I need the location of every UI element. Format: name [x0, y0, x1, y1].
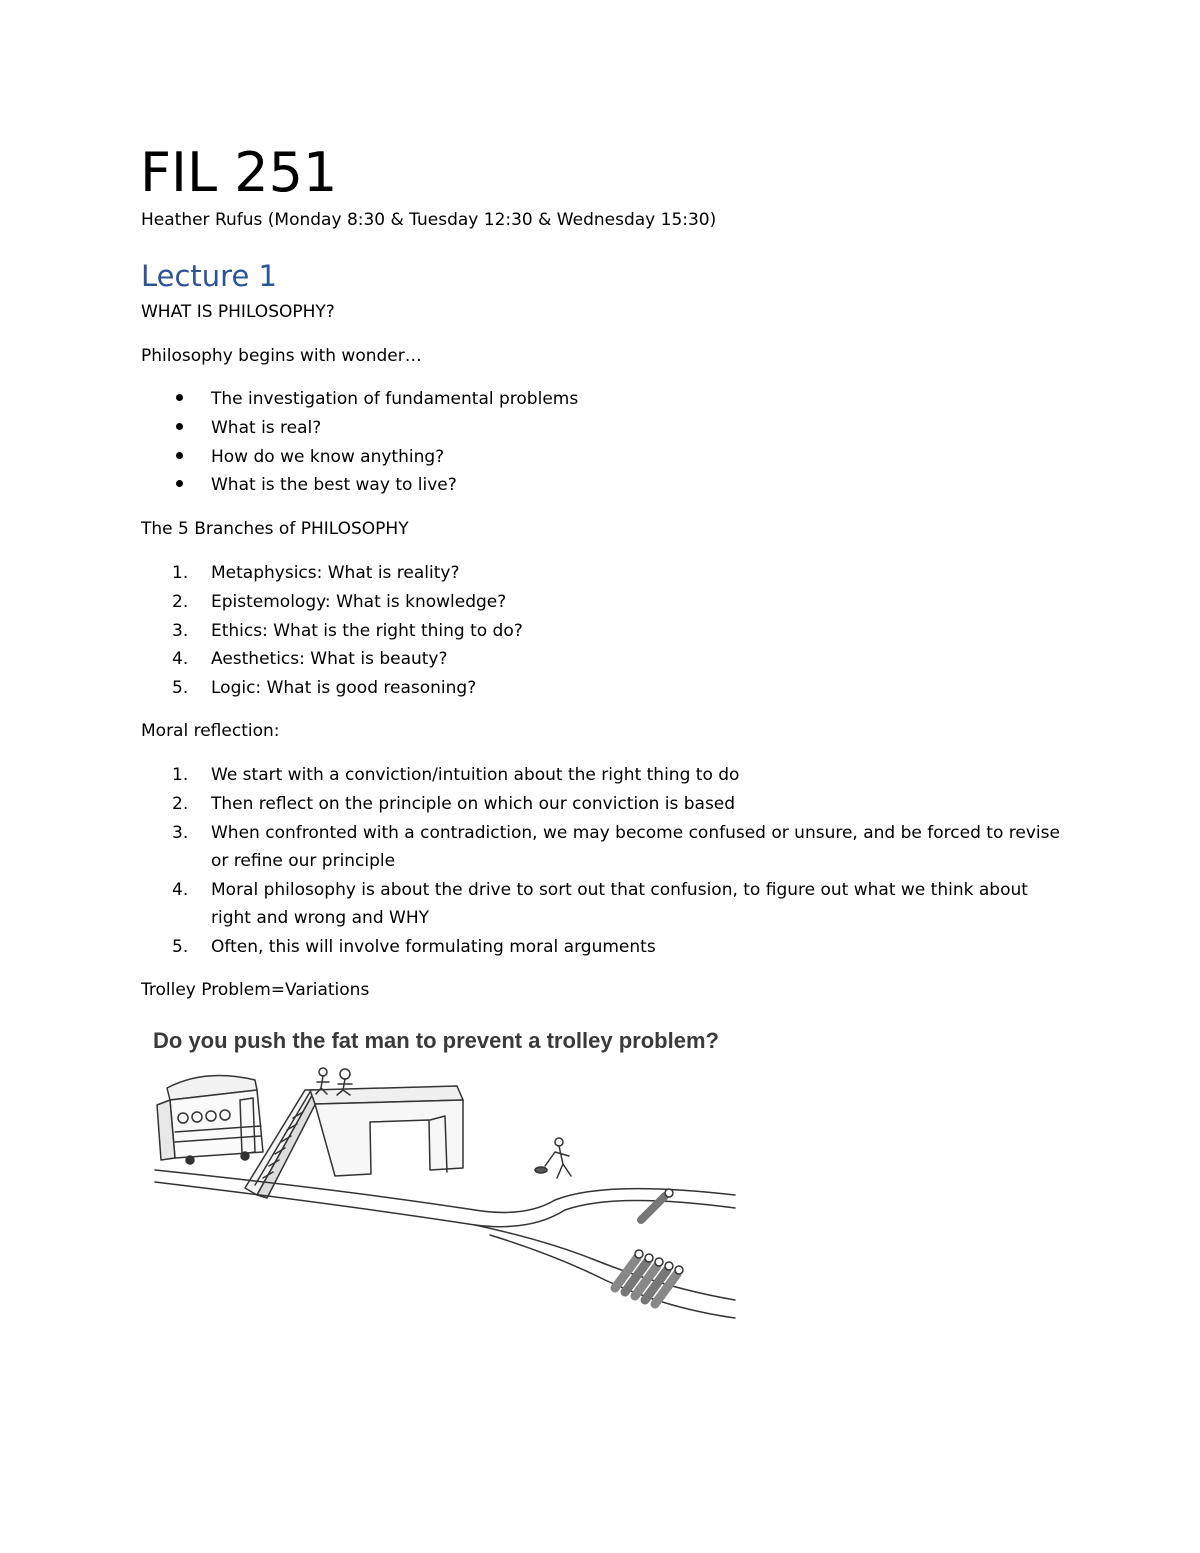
lecture-heading: Lecture 1 [141, 259, 277, 293]
list-number: 5. [172, 678, 189, 698]
figure-caption: Do you push the fat man to prevent a trolley problem? [153, 1028, 719, 1053]
bullet-dot [176, 394, 183, 401]
what-is-philosophy: WHAT IS PHILOSOPHY? [141, 302, 335, 322]
branch-item: Epistemology: What is knowledge? [211, 592, 507, 612]
trolley-car [157, 1076, 263, 1165]
branch-item: Ethics: What is the right thing to do? [211, 621, 523, 641]
moral-heading: Moral reflection: [141, 721, 280, 741]
switch-operator [535, 1138, 571, 1178]
list-number: 3. [172, 621, 189, 641]
bullet-item: What is the best way to live? [211, 475, 457, 495]
list-number: 4. [172, 880, 189, 900]
trolley-heading: Trolley Problem=Variations [141, 980, 370, 1000]
trolley-illustration [145, 1060, 745, 1325]
list-number: 5. [172, 937, 189, 957]
branch-item: Metaphysics: What is reality? [211, 563, 460, 583]
document-subtitle: Heather Rufus (Monday 8:30 & Tuesday 12:30 & Wednesday 15:30) [141, 210, 717, 230]
document-title: FIL 251 [140, 141, 338, 204]
bullet-item: What is real? [211, 418, 322, 438]
moral-item: Then reflect on the principle on which our conviction is based [211, 794, 736, 814]
intro-line: Philosophy begins with wonder… [141, 346, 422, 366]
list-number: 3. [172, 823, 189, 843]
footbridge [245, 1086, 463, 1198]
bullet-dot [176, 480, 183, 487]
list-number: 4. [172, 649, 189, 669]
branches-heading: The 5 Branches of PHILOSOPHY [141, 519, 409, 539]
branch-item: Logic: What is good reasoning? [211, 678, 477, 698]
bullet-dot [176, 452, 183, 459]
list-number: 1. [172, 563, 189, 583]
moral-item: Often, this will involve formulating moral arguments [211, 937, 656, 957]
single-person-on-track [641, 1189, 673, 1220]
bullet-dot [176, 423, 183, 430]
list-number: 2. [172, 794, 189, 814]
branch-item: Aesthetics: What is beauty? [211, 649, 448, 669]
list-number: 2. [172, 592, 189, 612]
moral-item: Moral philosophy is about the drive to sort out that confusion, to figure out what we think about right and wrong and WHY [211, 880, 1028, 928]
moral-item: We start with a conviction/intuition about the right thing to do [211, 765, 740, 785]
five-people-on-track [615, 1250, 683, 1304]
bullet-item: How do we know anything? [211, 447, 445, 467]
moral-item: When confronted with a contradiction, we may become confused or unsure, and be forced to revise or refine our principle [211, 823, 1060, 871]
bullet-item: The investigation of fundamental problems [211, 389, 579, 409]
list-number: 1. [172, 765, 189, 785]
